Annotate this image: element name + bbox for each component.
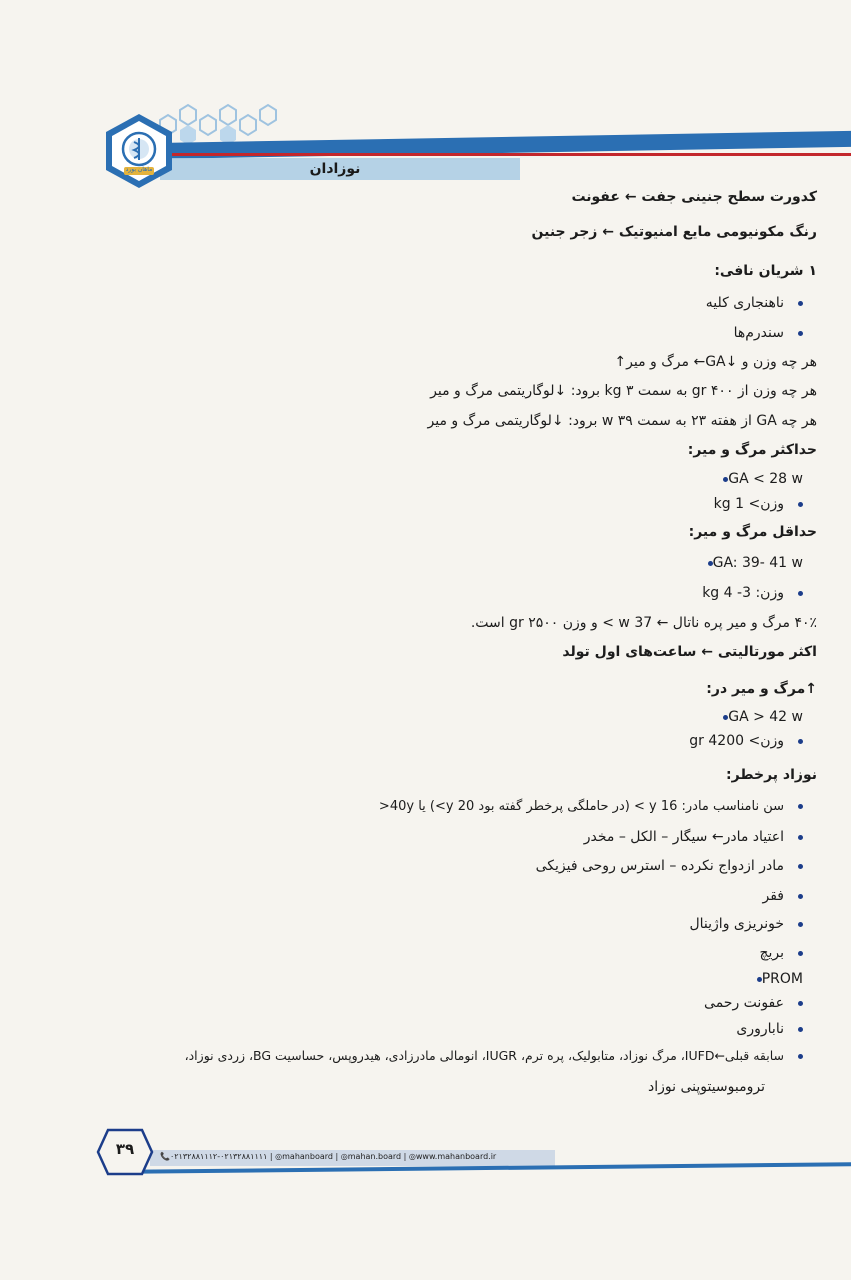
list-item: خونریزی واژینال — [689, 914, 803, 934]
list-item: بریچ — [759, 943, 803, 963]
text-line-perinatal: ۴۰٪ مرگ و میر پره ناتال ← 37 w > و وزن ۲۵۰۰ gr است. — [470, 615, 817, 631]
bullet-icon — [798, 1054, 803, 1059]
list-item: فقر — [763, 886, 804, 906]
text-line-placental-opacity: کدورت سطح جنینی جفت ← عفونت — [571, 189, 817, 205]
heading-max-mortality: حداکثر مرگ و میر: — [687, 442, 817, 458]
heading-min-mortality: حداقل مرگ و میر: — [688, 524, 817, 540]
list-item: ناهنجاری کلیه — [706, 293, 803, 313]
bullet-icon — [798, 301, 803, 306]
list-item-continuation: ترومبوسیتوپنی نوزاد — [647, 1079, 765, 1095]
heading-high-risk-newborn: نوزاد پرخطر: — [726, 767, 817, 783]
logo-text: ماهان بورد — [125, 166, 153, 173]
page-number: ۳۹ — [115, 1140, 135, 1158]
bullet-icon — [798, 864, 803, 869]
list-item: GA > 42 w — [709, 707, 803, 727]
list-item: وزن: 3- 4 kg — [702, 583, 803, 603]
text-line-mortality-hours: اکثر مورتالیتی ← ساعت‌های اول تولد — [562, 644, 817, 660]
text-line-weight-log: هر چه وزن از ۴۰۰ gr به سمت ۳ kg برود: ↓لوگاریتمی مرگ و میر — [430, 383, 817, 399]
text-line-weight-ga: هر چه وزن و ↓GA← مرگ و میر↑ — [614, 354, 817, 370]
list-item: مادر ازدواج نکرده – استرس روحی فیزیکی — [536, 856, 803, 876]
chapter-title: نوزادان — [309, 161, 361, 177]
bullet-icon — [798, 1027, 803, 1032]
bullet-icon — [798, 951, 803, 956]
list-item: وزن> 4200 gr — [689, 731, 803, 751]
list-item: ناباروری — [736, 1019, 803, 1039]
list-item: GA < 28 w — [709, 469, 803, 489]
list-item: سابقه قبلی←IUFD، مرگ نوزاد، متابولیک، پره ترم، IUGR، انومالی مادرزادی، هیدروپس، حساسیت BG، زردی نوزاد، — [185, 1046, 803, 1066]
bullet-icon — [798, 804, 803, 809]
text-line-meconium: رنگ مکونیومی مایع امنیوتیک ← زجر جنین — [531, 224, 817, 240]
list-item: اعتیاد مادر← سیگار – الکل – مخدر — [584, 827, 803, 847]
bullet-icon — [798, 502, 803, 507]
list-item: PROM — [743, 969, 803, 989]
bullet-icon — [798, 922, 803, 927]
bullet-icon — [798, 835, 803, 840]
list-item: GA: 39- 41 w — [694, 553, 803, 573]
list-item: سندرم‌ها — [734, 323, 803, 343]
list-item: وزن> 1 kg — [714, 494, 803, 514]
text-line-ga-log: هر چه GA از هفته ۲۳ به سمت ۳۹ w برود: ↓لوگاریتمی مرگ و میر — [427, 413, 817, 429]
list-item: سن نامناسب مادر: 16 y > (در حاملگی پرخطر گفته بود 20 y>) یا 40y< — [379, 797, 803, 817]
heading-umbilical-artery: ۱ شریان نافی: — [714, 263, 817, 279]
bullet-icon — [798, 739, 803, 744]
list-item: عفونت رحمی — [704, 993, 803, 1013]
bullet-icon — [798, 591, 803, 596]
bullet-icon — [798, 331, 803, 336]
bullet-icon — [798, 894, 803, 899]
bullet-icon — [798, 1001, 803, 1006]
heading-increased-mortality: ↑مرگ و میر در: — [706, 681, 817, 697]
footer-contact-info: 📞۰۲۱۳۲۸۸۱۱۱۲-۰۲۱۳۲۸۸۱۱۱۱ | ◎mahanboard | ◎mahan.board | ◎www.mahanboard.ir — [160, 1152, 497, 1161]
